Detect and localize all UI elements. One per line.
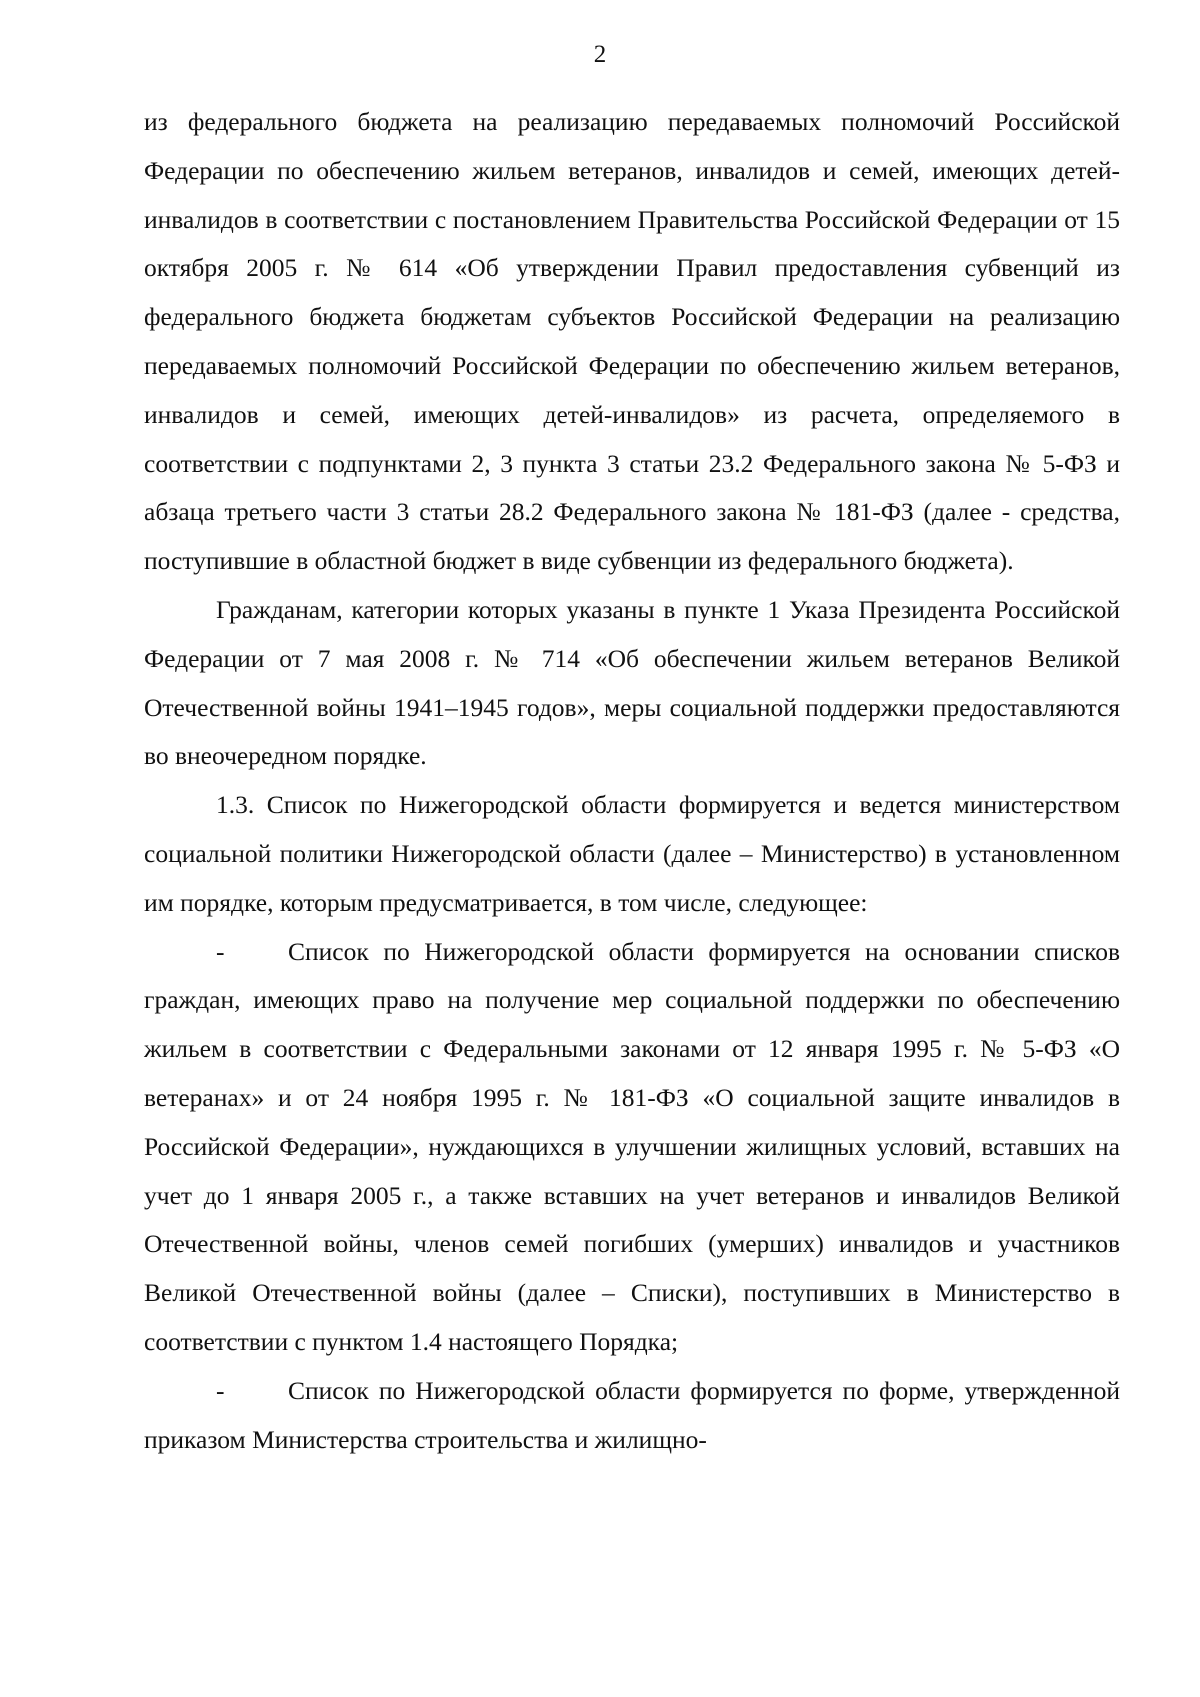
- paragraph-section-1-3: 1.3. Список по Нижегородской области формируется и ведется министерством социальной политики Нижегородской области (далее – Министерство) в установленном им порядке, которым предусматривается, в том числе, следующее:: [144, 790, 1120, 917]
- list-item-text: Список по Нижегородской области формируется по форме, утвержденной приказом Министерства строительства и жилищно-: [144, 1375, 1120, 1454]
- list-item-text: Список по Нижегородской области формируется на основании списков граждан, имеющих право на получение мер социальной поддержки по обеспечению жильем в соответствии с Федеральными законами от 12 января 1995 г. № 5-ФЗ «О ветеранах» и от 24 ноября 1995 г. № 181-ФЗ «О социальной защите инвалидов в Российской Федерации», нуждающихся в улучшении жилищных условий, вставших на учет до 1 января 2005 г., а также вставших на учет ветеранов и инвалидов Великой Отечественной войны, членов семей погибших (умерших) инвалидов и участников Великой Отечественной войны (далее – Списки), поступивших в Министерство в соответствии с пунктом 1.4 настоящего Порядка;: [144, 936, 1120, 1356]
- paragraph-veterans-priority: Гражданам, категории которых указаны в пункте 1 Указа Президента Российской Федерации от 7 мая 2008 г. № 714 «Об обеспечении жильем ветеранов Великой Отечественной войны 1941–1945 годов», меры социальной поддержки предоставляются во внеочередном порядке.: [144, 594, 1120, 771]
- page-number: 2: [593, 41, 607, 68]
- list-dash-marker: -: [216, 936, 225, 966]
- list-item-form: [144, 1367, 1120, 1465]
- document-body: [144, 98, 1120, 1464]
- list-item-formation-basis: [144, 928, 1120, 1367]
- list-dash-marker: -: [216, 1375, 225, 1405]
- paragraph-continuation: из федерального бюджета на реализацию передаваемых полномочий Российской Федерации по обеспечению жильем ветеранов, инвалидов и семей, имеющих детей-инвалидов в соответствии с постановлением Правительства Российской Федерации от 15 октября 2005 г. № 614 «Об утверждении Правил предоставления субвенций из федерального бюджета бюджетам субъектов Российской Федерации на реализацию передаваемых полномочий Российской Федерации по обеспечению жильем ветеранов, инвалидов и семей, имеющих детей-инвалидов» из расчета, определяемого в соответствии с подпунктами 2, 3 пункта 3 статьи 23.2 Федерального закона № 5-ФЗ и абзаца третьего части 3 статьи 28.2 Федерального закона № 181-ФЗ (далее - средства, поступившие в областной бюджет в виде субвенции из федерального бюджета).: [144, 107, 1120, 576]
